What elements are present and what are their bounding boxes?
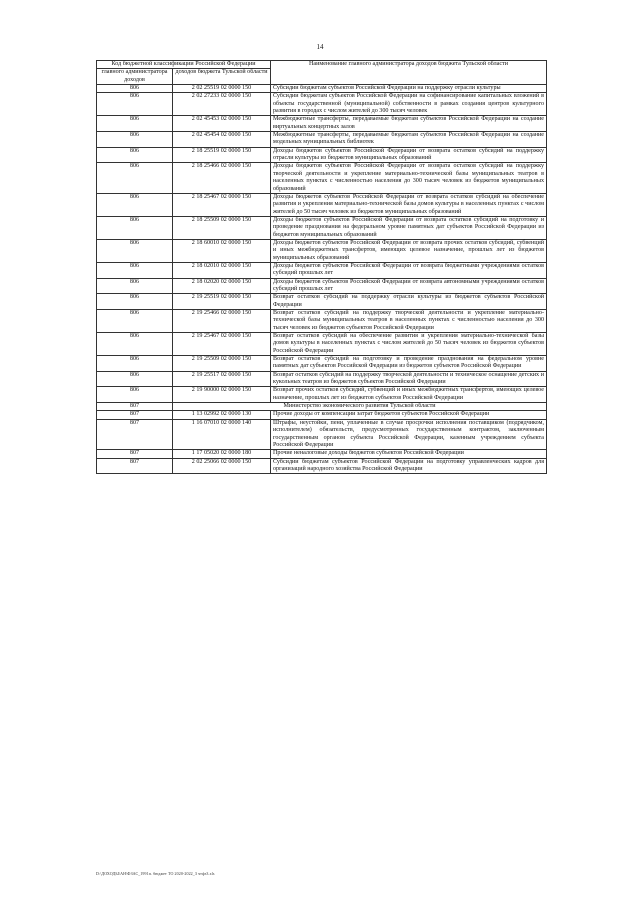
income-name-cell: Доходы бюджетов субъектов Российской Федерации от возврата прочих остатков субсидий, субвенций и иных межбюджетных трансфертов, имеющих целевое назначение, прошлых лет из бюджетов муниципальных образований bbox=[271, 239, 547, 262]
income-code-cell: 2 19 25509 02 0000 150 bbox=[173, 356, 271, 372]
table-row bbox=[97, 387, 547, 403]
income-code-cell: 2 18 25467 02 0000 150 bbox=[173, 193, 271, 216]
header-income-code: доходов бюджета Тульской области bbox=[173, 69, 271, 85]
admin-code-cell: 807 bbox=[97, 450, 173, 458]
table-row bbox=[97, 163, 547, 193]
income-code-cell: 2 02 45453 02 0000 150 bbox=[173, 116, 271, 132]
admin-code-cell: 806 bbox=[97, 85, 173, 93]
header-main-administrator: главного администратора доходов bbox=[97, 69, 173, 85]
admin-code-cell: 807 bbox=[97, 403, 173, 411]
income-name-cell: Субсидии бюджетам субъектов Российской Федерации на софинансирование капитальных вложений в объекты государственной (муниципальной) собственности в рамках создания центров культурного развития в городах с числом жителей до 300 тысяч человек bbox=[271, 93, 547, 116]
table-row bbox=[97, 193, 547, 216]
admin-code-cell: 807 bbox=[97, 419, 173, 449]
income-name-cell: Штрафы, неустойки, пени, уплаченные в случае просрочки исполнения поставщиком (подрядчиком, исполнителем) обязательств, предусмотренных государственным контрактом, заключенным государственным органом субъекта Российской Федерации, казенным учреждением субъекта Российской Федерации bbox=[271, 419, 547, 449]
admin-code-cell: 806 bbox=[97, 294, 173, 310]
income-code-cell: 2 18 25509 02 0000 150 bbox=[173, 216, 271, 239]
table-row bbox=[97, 419, 547, 449]
income-code-cell: 2 02 25519 02 0000 150 bbox=[173, 85, 271, 93]
income-name-cell: Возврат остатков субсидий на поддержку творческой деятельности и укрепление материально-технической базы муниципальных театров в населенных пунктах с численностью населения до 300 тысяч человек из бюджетов субъектов Российской Федерации bbox=[271, 310, 547, 333]
admin-code-cell: 806 bbox=[97, 239, 173, 262]
income-name-cell: Доходы бюджетов субъектов Российской Федерации от возврата остатков субсидий на поддержку творческой деятельности и укрепление материально-технической базы муниципальных театров в населенных пунктах с численностью населения до 300 тысяч человек из бюджетов муниципальных образований bbox=[271, 163, 547, 193]
income-name-cell: Субсидии бюджетам субъектов Российской Федерации на поддержку отрасли культуры bbox=[271, 85, 547, 93]
income-name-cell: Доходы бюджетов субъектов Российской Федерации от возврата остатков субсидий на обеспечение развития и укрепления материально-технической базы домов культуры в населенных пунктах с числом жителей до 50 тысяч человек из бюджетов муниципальных образований bbox=[271, 193, 547, 216]
admin-code-cell: 806 bbox=[97, 147, 173, 163]
income-name-cell: Возврат остатков субсидий на поддержку отрасли культуры из бюджетов субъектов Российской Федерации bbox=[271, 294, 547, 310]
income-code-cell: 2 18 02010 02 0000 150 bbox=[173, 262, 271, 278]
income-name-cell: Доходы бюджетов субъектов Российской Федерации от возврата бюджетными учреждениями остатков субсидий прошлых лет bbox=[271, 262, 547, 278]
table-row bbox=[97, 147, 547, 163]
income-name-cell: Доходы бюджетов субъектов Российской Федерации от возврата автономными учреждениями остатков субсидий прошлых лет bbox=[271, 278, 547, 294]
income-code-cell: 2 02 25066 02 0000 150 bbox=[173, 458, 271, 474]
admin-code-cell: 806 bbox=[97, 333, 173, 356]
admin-code-cell: 806 bbox=[97, 371, 173, 387]
admin-code-cell: 806 bbox=[97, 116, 173, 132]
admin-code-cell: 806 bbox=[97, 387, 173, 403]
admin-code-cell: 807 bbox=[97, 458, 173, 474]
income-name-cell: Прочие неналоговые доходы бюджетов субъектов Российской Федерации bbox=[271, 450, 547, 458]
table-row bbox=[97, 93, 547, 116]
admin-code-cell: 806 bbox=[97, 132, 173, 148]
income-name-cell: Межбюджетные трансферты, передаваемые бюджетам субъектов Российской Федерации на создание виртуальных концертных залов bbox=[271, 116, 547, 132]
income-name-cell: Возврат остатков субсидий на обеспечение развития и укрепления материально-технической базы домов культуры в населенных пунктах с числом жителей до 50 тысяч человек из бюджетов субъектов Российской Федерации bbox=[271, 333, 547, 356]
admin-code-cell: 806 bbox=[97, 193, 173, 216]
table-row bbox=[97, 450, 547, 458]
income-code-cell: 2 19 25517 02 0000 150 bbox=[173, 371, 271, 387]
income-code-cell: 2 02 45454 02 0000 150 bbox=[173, 132, 271, 148]
admin-code-cell: 806 bbox=[97, 93, 173, 116]
income-code-cell: 2 18 25466 02 0000 150 bbox=[173, 163, 271, 193]
table-row bbox=[97, 310, 547, 333]
income-code-cell: 1 13 02992 02 0000 130 bbox=[173, 411, 271, 419]
income-name-cell: Доходы бюджетов субъектов Российской Федерации от возврата остатков субсидий на поддержку отрасли культуры из бюджетов муниципальных образований bbox=[271, 147, 547, 163]
table-row bbox=[97, 239, 547, 262]
income-name-cell: Прочие доходы от компенсации затрат бюджетов субъектов Российской Федерации bbox=[271, 411, 547, 419]
income-code-cell: 2 18 25519 02 0000 150 bbox=[173, 147, 271, 163]
table-row bbox=[97, 294, 547, 310]
header-budget-classification: Код бюджетной классификации Российской Федерации bbox=[97, 61, 271, 69]
income-name-cell: Субсидии бюджетам субъектов Российской Федерации на подготовку управленческих кадров для организаций народного хозяйства Российской Федерации bbox=[271, 458, 547, 474]
table-row bbox=[97, 85, 547, 93]
revenue-classification-table bbox=[96, 60, 547, 474]
income-code-cell: 2 19 25466 02 0000 150 bbox=[173, 310, 271, 333]
table-row bbox=[97, 333, 547, 356]
admin-code-cell: 806 bbox=[97, 216, 173, 239]
table-row bbox=[97, 458, 547, 474]
admin-code-cell: 807 bbox=[97, 411, 173, 419]
admin-code-cell: 806 bbox=[97, 163, 173, 193]
admin-code-cell: 806 bbox=[97, 310, 173, 333]
income-name-cell: Возврат остатков субсидий на поддержку творческой деятельности и техническое оснащение детских и кукольных театров из бюджетов субъектов Российской Федерации bbox=[271, 371, 547, 387]
section-row bbox=[97, 403, 547, 411]
table-row bbox=[97, 411, 547, 419]
income-code-cell: 2 18 60010 02 0000 150 bbox=[173, 239, 271, 262]
table-body bbox=[97, 85, 547, 474]
table-row bbox=[97, 262, 547, 278]
admin-code-cell: 806 bbox=[97, 278, 173, 294]
table-row bbox=[97, 371, 547, 387]
income-name-cell: Межбюджетные трансферты, передаваемые бюджетам субъектов Российской Федерации на создание модельных муниципальных библиотек bbox=[271, 132, 547, 148]
header-row-1 bbox=[97, 61, 547, 69]
admin-code-cell: 806 bbox=[97, 356, 173, 372]
income-name-cell: Возврат остатков субсидий на подготовку и проведение празднования на федеральном уровне памятных дат субъектов Российской Федерации из бюджетов субъектов Российской Федерации bbox=[271, 356, 547, 372]
table-row bbox=[97, 356, 547, 372]
income-code-cell: 1 17 05020 02 0000 180 bbox=[173, 450, 271, 458]
table-row bbox=[97, 278, 547, 294]
income-code-cell: 2 19 25519 02 0000 150 bbox=[173, 294, 271, 310]
income-name-cell: Доходы бюджетов субъектов Российской Федерации от возврата остатков субсидий на подготовку и проведение празднования на федеральном уровне памятных дат субъектов Российской Федерации из бюджетов муниципальных образований bbox=[271, 216, 547, 239]
section-title-cell: Министерство экономического развития Тульской области bbox=[173, 403, 547, 411]
income-name-cell: Возврат прочих остатков субсидий, субвенций и иных межбюджетных трансфертов, имеющих целевое назначение, прошлых лет из бюджетов субъектов Российской Федерации bbox=[271, 387, 547, 403]
header-administrator-name: Наименование главного администратора доходов бюджета Тульской области bbox=[271, 61, 547, 85]
income-code-cell: 2 19 90000 02 0000 150 bbox=[173, 387, 271, 403]
table-row bbox=[97, 116, 547, 132]
table-row bbox=[97, 132, 547, 148]
admin-code-cell: 806 bbox=[97, 262, 173, 278]
income-code-cell: 2 19 25467 02 0000 150 bbox=[173, 333, 271, 356]
income-code-cell: 2 18 02020 02 0000 150 bbox=[173, 278, 271, 294]
page-number: 14 bbox=[316, 43, 324, 51]
file-path-footer: D:\ДОХОДЫ\АН\ФЗАС_1991п. бюджет ТО 2020-2022_3 чтфз3.xls bbox=[96, 871, 215, 876]
income-code-cell: 2 02 27233 02 0000 150 bbox=[173, 93, 271, 116]
income-code-cell: 1 16 07010 02 0000 140 bbox=[173, 419, 271, 449]
table-row bbox=[97, 216, 547, 239]
